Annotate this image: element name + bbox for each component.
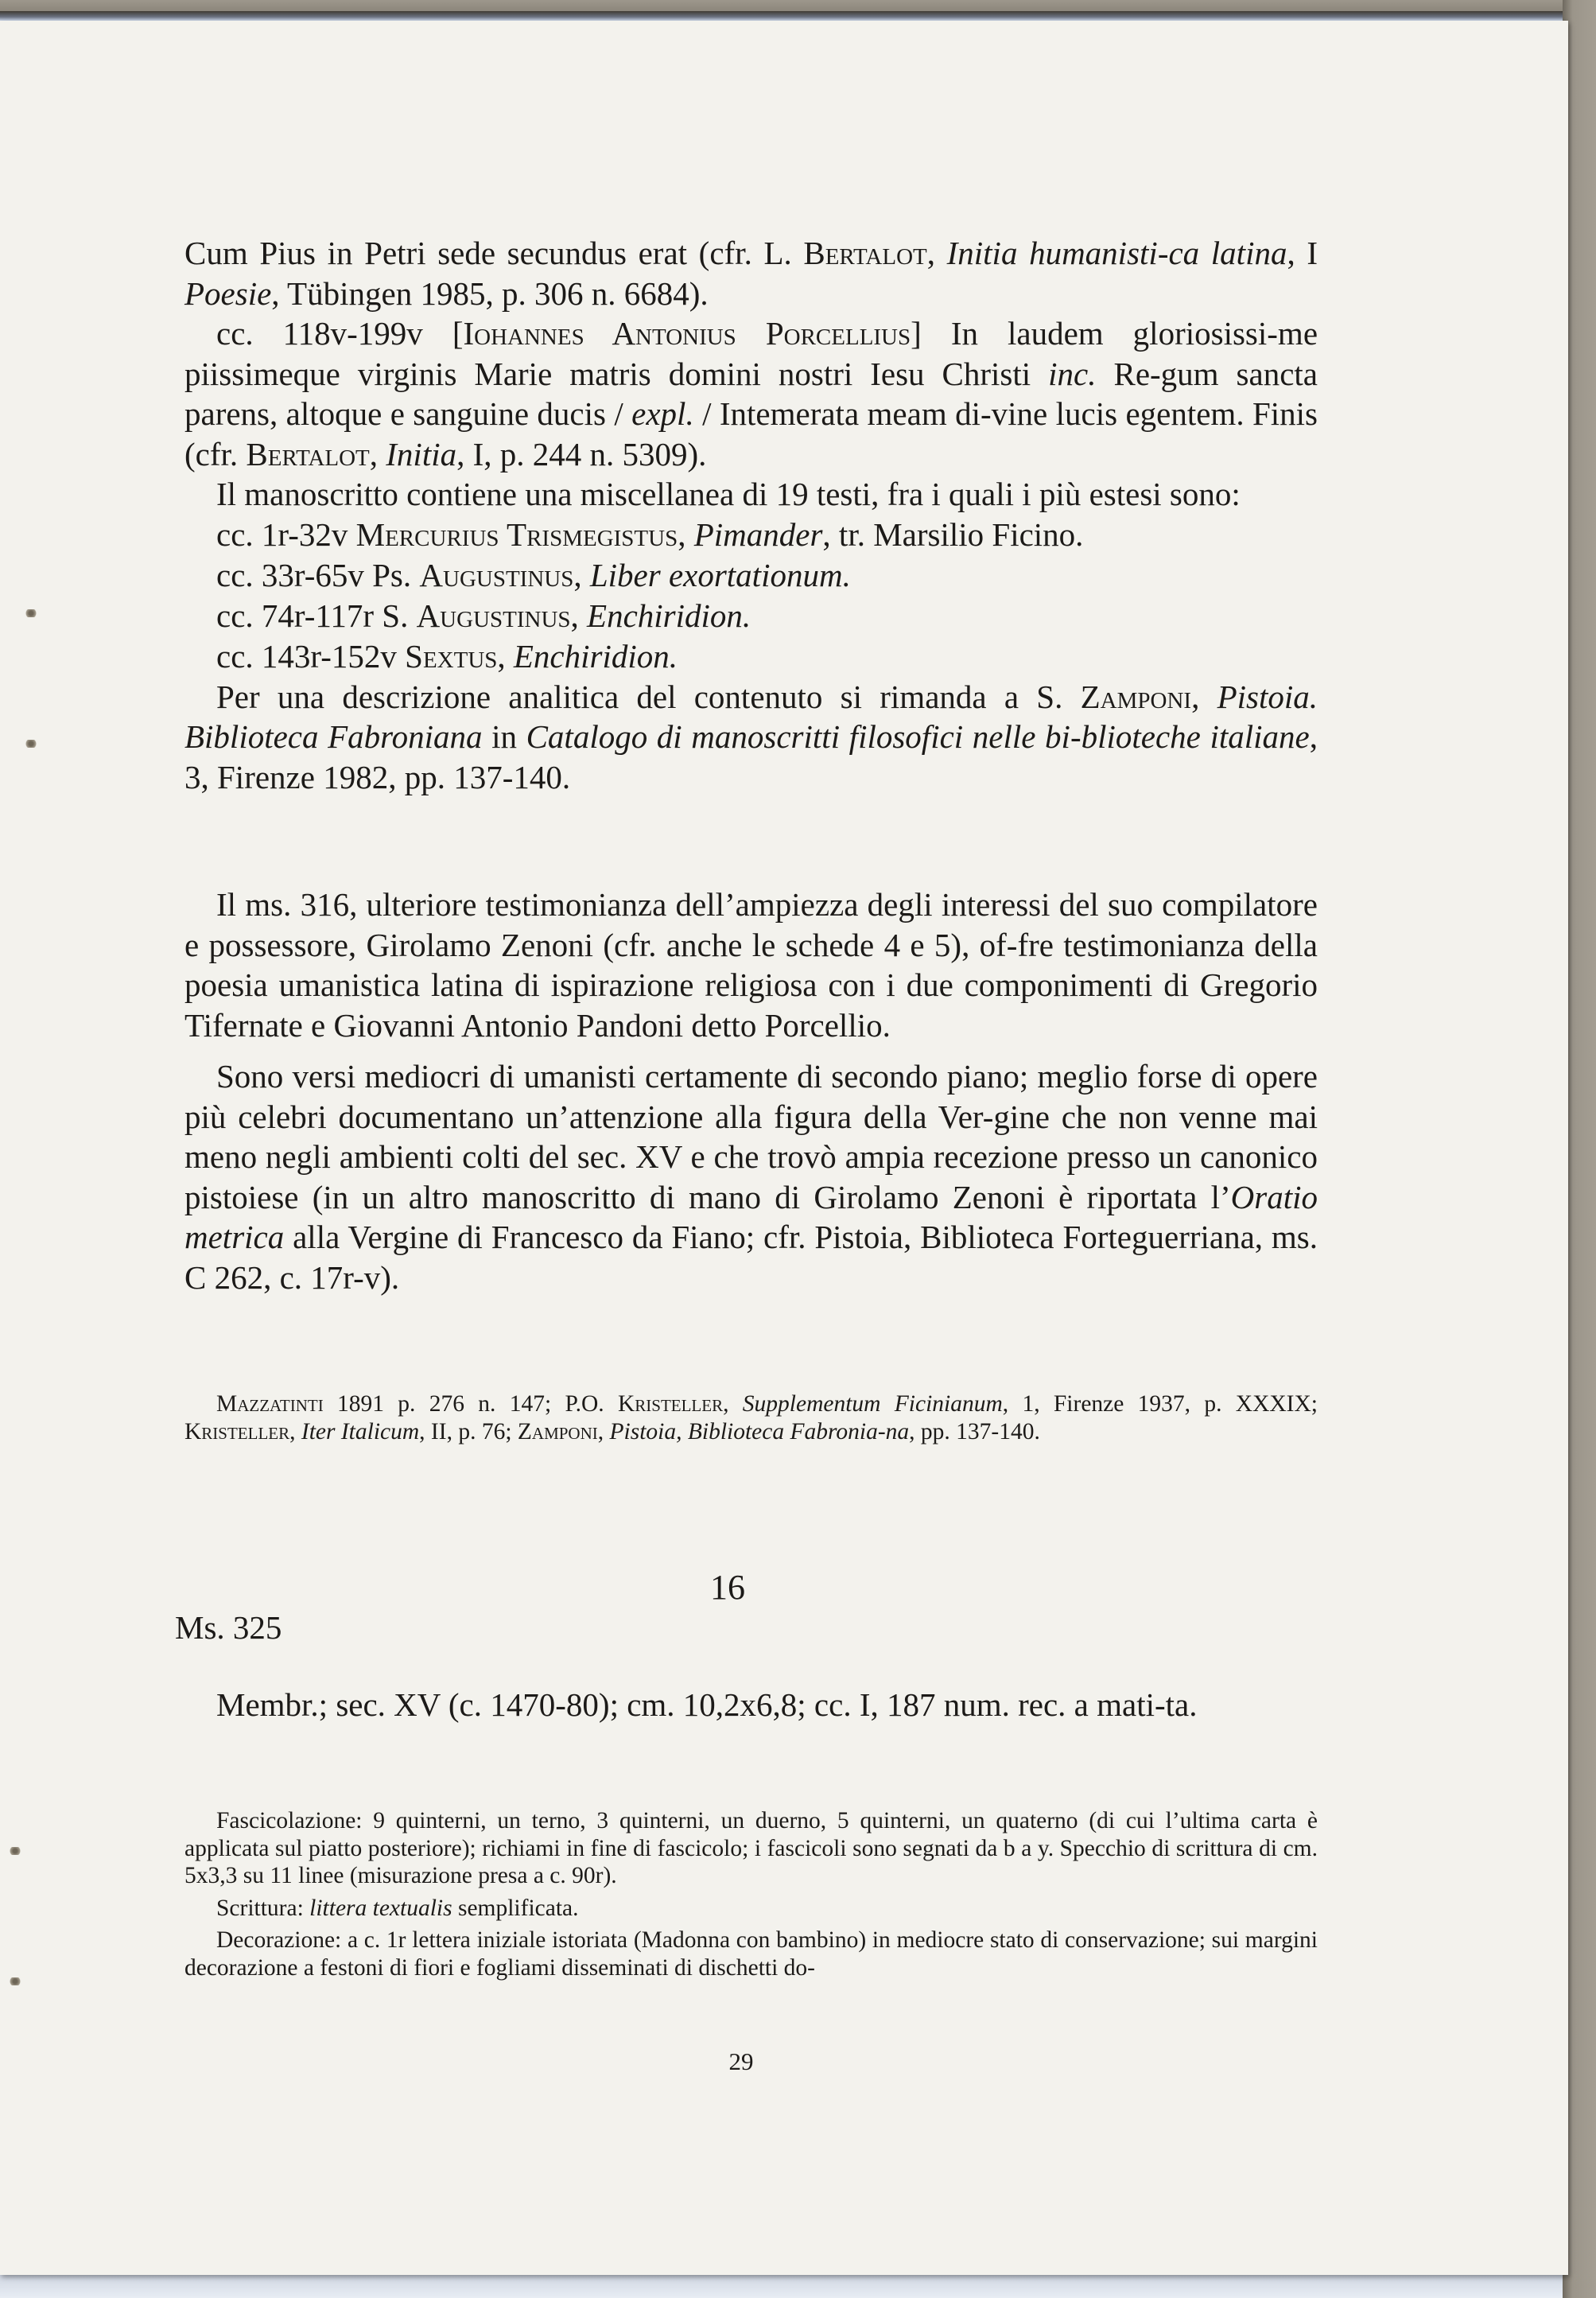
page-number: 29	[728, 2047, 754, 2075]
list-item: cc. 143r-152v Sextus, Enchiridion.	[216, 637, 678, 675]
texts-list	[184, 515, 1318, 677]
bibliography	[184, 1390, 1318, 1445]
scrittura-note: Scrittura: littera textualis semplificata.	[216, 1895, 579, 1921]
paragraph-versi-mediocri: Sono versi mediocri di umanisti certamente di secondo piano; meglio forse di opere più celebri documentano un’attenzione alla figura della Ver-gine che non venne mai meno negli ambienti colti del sec. XV e che trovò ampia recezione presso un canonico pistoiese (in un altro manoscritto di mano di Girolamo Zenoni è riportata l’Oratio metrica alla Vergine di Francesco da Fiano; cfr. Pistoia, Biblioteca Forteguerriana, ms. C 262, c. 17r-v).	[184, 1058, 1318, 1296]
page-top-shadow	[0, 11, 1582, 21]
paragraph-poem-incipit: Cum Pius in Petri sede secundus erat (cfr. L. Bertalot, Initia humanisti-ca latina, I Poesie, Tübingen 1985, p. 306 n. 6684).	[184, 235, 1318, 312]
decorazione-note: Decorazione: a c. 1r lettera iniziale istoriata (Madonna con bambino) in mediocre stato di conservazione; sui margini decorazione a festoni di fiori e fogliami disseminati di dischetti do-	[184, 1927, 1318, 1981]
codicological-notes	[184, 1807, 1318, 1981]
commentary-text	[184, 885, 1318, 1297]
fascicolazione-note: Fascicolazione: 9 quinterni, un terno, 3 quinterni, un duerno, 5 quinterni, un quaterno (di cui l’ultima carta è applicata sul piatto posteriore); richiami in fine di fascicolo; i fascicoli sono segnati da b a y. Specchio di scrittura di cm. 5x3,3 su 11 linee (misurazione presa a c. 90r).	[184, 1808, 1318, 1888]
paragraph-ms316: Il ms. 316, ulteriore testimonianza dell’ampiezza degli interessi del suo compilatore e possessore, Girolamo Zenoni (cfr. anche le schede 4 e 5), of-fre testimonianza della poesia umanistica latina di ispirazione religiosa con i due componimenti di Gregorio Tifernate e Giovanni Antonio Pandoni detto Porcellio.	[184, 886, 1318, 1044]
physical-description	[184, 1685, 1318, 1725]
scanner-frame-top	[0, 0, 1596, 11]
paragraph-porcellius: cc. 118v-199v [Iohannes Antonius Porcellius] In laudem gloriosissi-me piissimeque virginis Marie matris domini nostri Iesu Christi inc. Re-gum sancta parens, altoque e sanguine ducis / expl. / Intemerata meam di-vine lucis egentem. Finis (cfr. Bertalot, Initia, I, p. 244 n. 5309).	[184, 315, 1318, 472]
manuscript-shelfmark: Ms. 325	[175, 1609, 282, 1646]
binding-hole-mark	[25, 609, 37, 617]
entry-number: 16	[710, 1568, 745, 1607]
paragraph-membr: Membr.; sec. XV (c. 1470-80); cm. 10,2x6,8; cc. I, 187 num. rec. a mati-ta.	[216, 1686, 1198, 1723]
list-item: cc. 1r-32v Mercurius Trismegistus, Pimander, tr. Marsilio Ficino.	[216, 515, 1084, 553]
paragraph-reference-zamponi: Per una descrizione analitica del contenuto si rimanda a S. Zamponi, Pistoia. Biblioteca Fabroniana in Catalogo di manoscritti filosofici nelle bi-blioteche italiane, 3, Firenze 1982, pp. 137-140.	[184, 678, 1318, 795]
bibliography-entry: Mazzatinti 1891 p. 276 n. 147; P.O. Kristeller, Supplementum Ficinianum, 1, Firenze 1937, p. XXXIX; Kristeller, Iter Italicum, II, p. 76; Zamponi, Pistoia, Biblioteca Fabronia-na, pp. 137-140.	[184, 1391, 1318, 1445]
scanner-bed-strip	[0, 2275, 1563, 2298]
list-item: cc. 33r-65v Ps. Augustinus, Liber exortationum.	[216, 556, 851, 593]
main-text	[184, 233, 1318, 797]
list-item: cc. 74r-117r S. Augustinus, Enchiridion.	[216, 597, 751, 634]
binding-hole-mark	[10, 1847, 21, 1855]
binding-hole-mark	[25, 740, 37, 748]
paragraph-miscellanea: Il manoscritto contiene una miscellanea di 19 testi, fra i quali i più estesi sono:	[216, 476, 1241, 512]
binding-hole-mark	[10, 1977, 21, 1985]
